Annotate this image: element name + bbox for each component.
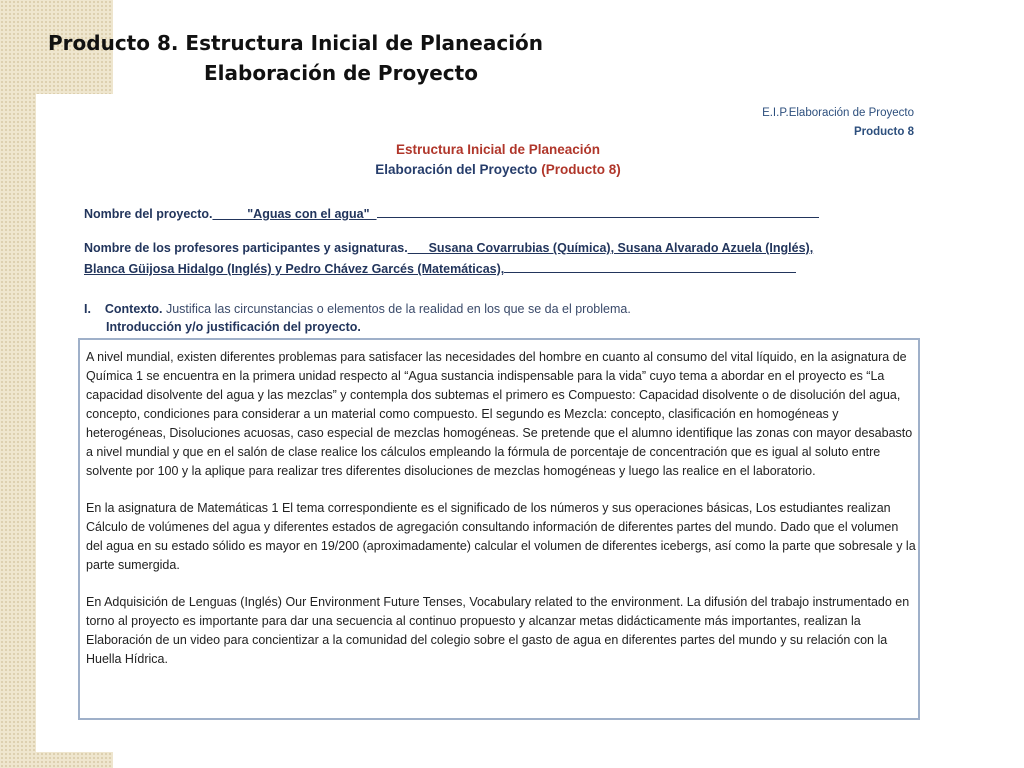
teachers-label: Nombre de los profesores participantes y asignaturas. bbox=[84, 241, 408, 255]
slide-title bbox=[48, 28, 648, 88]
document-subtitle-product: (Producto 8) bbox=[541, 162, 621, 177]
paragraph-english: En Adquisición de Lenguas (Inglés) Our Environment Future Tenses, Vocabulary related to the environment. La difusión del trabajo instrumentado en torno al proyecto es importante para dar una secuencia al continuo propuesto y alcanzar metas didácticamente más importantes, realizan la Elaboración de un video para concientizar a la comunidad del colegio sobre el gasto de agua en diferentes partes del mundo y su relación con la Huella Hídrica. bbox=[86, 595, 910, 666]
section-subheading bbox=[106, 320, 361, 334]
section-label: Contexto. bbox=[104, 302, 163, 316]
document-title: Estructura Inicial de Planeación bbox=[395, 142, 601, 157]
teachers-value-2: Blanca Güijosa Hidalgo (Inglés) y Pedro Chávez Garcés (Matemáticas), bbox=[84, 262, 505, 276]
teachers-line-1 bbox=[84, 241, 813, 255]
section-number: I. bbox=[84, 302, 91, 316]
project-name-value: _____"Aguas con el agua"_ bbox=[212, 207, 377, 221]
context-section bbox=[84, 302, 631, 316]
project-name-line bbox=[84, 206, 819, 221]
context-content-box bbox=[78, 338, 920, 720]
underline-filler bbox=[377, 206, 819, 218]
slide-title-product: Producto bbox=[48, 31, 150, 55]
scanned-document bbox=[36, 94, 960, 752]
document-header-ref bbox=[762, 104, 914, 142]
section-sub-text: Introducción y/o justificación del proyecto. bbox=[106, 320, 361, 334]
teachers-line-2 bbox=[84, 261, 796, 276]
slide-subtitle: Elaboración de Proyecto bbox=[204, 61, 478, 85]
project-name-label: Nombre del proyecto. bbox=[84, 207, 213, 221]
section-text: Justifica las circunstancias o elementos de la realidad en los que se da el problema. bbox=[162, 302, 631, 316]
header-ref-text: E.I.P.Elaboración de Proyecto bbox=[762, 107, 914, 119]
document-subtitle-text: Elaboración del Proyecto bbox=[375, 162, 538, 177]
paragraph-chemistry: A nivel mundial, existen diferentes problemas para satisfacer las necesidades del hombre en cuanto al consumo del vital líquido, en la asignatura de Química 1 se encuentra en la primera unidad respecto al “Agua sustancia indispensable para la vida” cuyo tema a abordar en el proyecto es “La capacidad disolvente del agua y las mezclas” y contempla dos subtemas el primero es Compuesto: Capacidad disolvente o de disolución del agua, concepto, condiciones para considerar a un material como compuesto. El segundo es Mezcla: concepto, clasificación en homogéneas y heterogéneas, Disoluciones acuosas, caso especial de mezclas homogéneas. Se pretende que el alumno identifique las zonas con mayor desabasto a nivel mundial y que en el salón de clase realice los cálculos empleando la fórmula de porcentaje de concentración que es igual al soluto entre solvente por 100 y la aplique para realizar tres diferentes disoluciones de mezclas homogéneas y luego las realice en el laboratorio. bbox=[86, 350, 913, 478]
teachers-value-1: ___Susana Covarrubias (Química), Susana Alvarado Azuela (Inglés), bbox=[407, 241, 814, 255]
document-subtitle bbox=[36, 162, 960, 177]
header-product-text: Producto 8 bbox=[853, 126, 914, 138]
paragraph-math: En la asignatura de Matemáticas 1 El tema correspondiente es el significado de los números y sus operaciones básicas, Los estudiantes realizan Cálculo de volúmenes del agua y diferentes estados de agregación consultando información de diferentes partes del mundo. Dado que el volumen del agua en su estado sólido es mayor en 19/200 (aproximadamente) calcular el volumen de diferentes icebergs, así como la parte que sobresale y la parte sumergida. bbox=[86, 501, 916, 572]
slide-title-text: 8. Estructura Inicial de Planeación bbox=[149, 31, 544, 55]
underline-filler bbox=[504, 261, 796, 273]
